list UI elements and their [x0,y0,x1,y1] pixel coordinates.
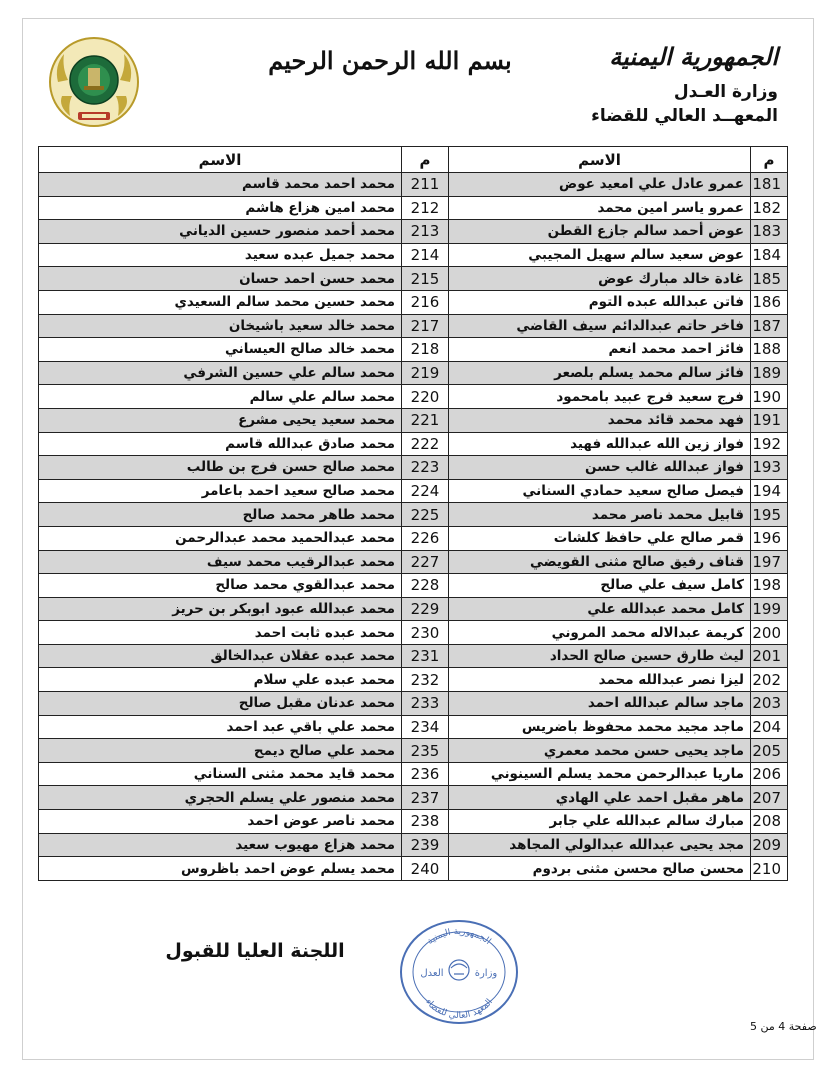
row-number-left: 240 [402,857,449,881]
row-number-right: 193 [751,456,788,480]
row-name-right: كريمة عبدالاله محمد المروني [449,621,751,645]
row-number-right: 199 [751,597,788,621]
table-row [39,408,788,432]
row-number-right: 185 [751,267,788,291]
row-number-right: 205 [751,739,788,763]
row-name-right: كامل سيف علي صالح [449,574,751,598]
row-name-right: محسن صالح محسن مثنى بردوم [449,857,751,881]
stamp-eagle-icon [449,960,469,980]
table-row [39,526,788,550]
stamp-left-text: العدل [420,968,444,979]
row-name-left: محمد حسن احمد حسان [39,267,402,291]
row-number-right: 208 [751,810,788,834]
basmala-heading: بسم الله الرحمن الرحيم [268,46,512,75]
row-name-right: قابيل محمد ناصر محمد [449,503,751,527]
republic-title: الجمهورية اليمنية [609,42,778,71]
row-number-right: 203 [751,692,788,716]
row-number-left: 224 [402,479,449,503]
table-row [39,550,788,574]
row-name-right: فاخر حاتم عبدالدائم سيف القاضي [449,314,751,338]
row-name-left: محمد صالح حسن فرج بن طالب [39,456,402,480]
row-number-left: 215 [402,267,449,291]
table-row [39,220,788,244]
row-name-right: ماريا عبدالرحمن محمد يسلم السينوني [449,762,751,786]
table-row [39,857,788,881]
row-number-left: 229 [402,597,449,621]
table-row [39,762,788,786]
row-name-left: محمد عبده علي سلام [39,668,402,692]
row-name-left: محمد خالد صالح العيساني [39,338,402,362]
table-row [39,338,788,362]
row-name-left: محمد احمد محمد قاسم [39,173,402,197]
row-name-right: ماجد سالم عبدالله احمد [449,692,751,716]
row-name-right: مبارك سالم عبدالله علي جابر [449,810,751,834]
institute-title: المعهــد العالي للقضاء [591,106,778,126]
table-row [39,810,788,834]
table-row [39,786,788,810]
row-name-left: محمد جميل عبده سعيد [39,243,402,267]
table-row [39,503,788,527]
row-number-left: 237 [402,786,449,810]
row-number-right: 191 [751,408,788,432]
row-name-right: عمرو عادل علي امعيد عوض [449,173,751,197]
col-num-header-right: م [751,147,788,173]
row-name-right: مجد يحيى عبدالله عبدالولي المجاهد [449,833,751,857]
row-name-left: محمد علي صالح ديمح [39,739,402,763]
table-row [39,173,788,197]
row-name-left: محمد هزاع مهيوب سعيد [39,833,402,857]
row-number-right: 206 [751,762,788,786]
row-name-left: محمد صادق عبدالله قاسم [39,432,402,456]
row-name-left: محمد حسين محمد سالم السعيدي [39,290,402,314]
table-row [39,479,788,503]
row-name-right: فيصل صالح سعيد حمادي السناني [449,479,751,503]
row-name-right: فاتن عبدالله عبده التوم [449,290,751,314]
row-number-right: 181 [751,173,788,197]
table-row [39,739,788,763]
row-number-left: 220 [402,385,449,409]
table-row [39,290,788,314]
stamp-right-text: وزارة [474,968,498,979]
col-name-header-right: الاسم [449,147,751,173]
row-number-left: 221 [402,408,449,432]
row-name-left: محمد يسلم عوض احمد باظروس [39,857,402,881]
row-number-right: 198 [751,574,788,598]
row-number-left: 222 [402,432,449,456]
table-row [39,668,788,692]
row-number-left: 216 [402,290,449,314]
row-name-right: قناف رفيق صالح مثنى القويضي [449,550,751,574]
row-name-right: ماجد يحيى حسن محمد معمري [449,739,751,763]
row-name-left: محمد عبده ثابت احمد [39,621,402,645]
row-number-left: 226 [402,526,449,550]
row-number-left: 214 [402,243,449,267]
row-number-left: 213 [402,220,449,244]
row-name-left: محمد عبده عقلان عبدالخالق [39,644,402,668]
row-number-right: 186 [751,290,788,314]
row-number-right: 184 [751,243,788,267]
row-number-right: 207 [751,786,788,810]
row-number-right: 188 [751,338,788,362]
row-name-left: محمد قايد محمد مثنى السناني [39,762,402,786]
row-name-left: محمد أحمد منصور حسين الدياني [39,220,402,244]
table-row [39,243,788,267]
row-name-right: فواز زين الله عبدالله فهيد [449,432,751,456]
row-number-left: 238 [402,810,449,834]
row-number-left: 239 [402,833,449,857]
row-number-right: 187 [751,314,788,338]
row-name-right: فواز عبدالله غالب حسن [449,456,751,480]
row-name-left: محمد سالم علي سالم [39,385,402,409]
table-row [39,314,788,338]
row-name-left: محمد طاهر محمد صالح [39,503,402,527]
row-number-left: 223 [402,456,449,480]
row-name-right: عوض أحمد سالم جازع القطن [449,220,751,244]
issuer-block [591,42,778,128]
row-number-right: 201 [751,644,788,668]
row-name-left: محمد صالح سعيد احمد باعامر [39,479,402,503]
names-table [38,146,788,881]
row-number-left: 227 [402,550,449,574]
institute-emblem-logo [48,36,140,128]
row-number-right: 195 [751,503,788,527]
row-number-left: 231 [402,644,449,668]
row-number-left: 235 [402,739,449,763]
row-number-right: 204 [751,715,788,739]
table-row [39,597,788,621]
row-number-left: 211 [402,173,449,197]
row-number-left: 228 [402,574,449,598]
row-name-right: فرج سعيد فرج عبيد بامحمود [449,385,751,409]
table-row [39,385,788,409]
row-name-right: فائز سالم محمد يسلم بلصعر [449,361,751,385]
row-name-right: قمر صالح علي حافظ كلشات [449,526,751,550]
table-row [39,644,788,668]
official-stamp [398,918,520,1026]
row-number-left: 219 [402,361,449,385]
row-number-left: 212 [402,196,449,220]
row-name-right: فائز احمد محمد انعم [449,338,751,362]
table-row [39,267,788,291]
table-row [39,456,788,480]
table-row [39,715,788,739]
row-number-right: 183 [751,220,788,244]
row-number-right: 189 [751,361,788,385]
row-name-right: ليزا نصر عبدالله محمد [449,668,751,692]
stamp-top-text: الجمهورية اليمنية [425,926,493,947]
row-number-left: 217 [402,314,449,338]
row-name-right: عمرو ياسر امين محمد [449,196,751,220]
row-number-left: 234 [402,715,449,739]
row-number-left: 232 [402,668,449,692]
row-number-right: 210 [751,857,788,881]
row-number-right: 202 [751,668,788,692]
row-number-right: 196 [751,526,788,550]
row-name-right: كامل محمد عبدالله علي [449,597,751,621]
row-name-right: عوض سعيد سالم سهيل المجيبي [449,243,751,267]
row-name-right: ماجد مجيد محمد محفوظ باضريس [449,715,751,739]
row-number-left: 225 [402,503,449,527]
row-number-right: 209 [751,833,788,857]
row-number-right: 190 [751,385,788,409]
row-name-right: فهد محمد قائد محمد [449,408,751,432]
table-row [39,432,788,456]
row-name-left: محمد ناصر عوض احمد [39,810,402,834]
row-name-left: محمد خالد سعيد باشيخان [39,314,402,338]
table-header-row [39,147,788,173]
row-number-left: 236 [402,762,449,786]
row-name-left: محمد عبدالحميد محمد عبدالرحمن [39,526,402,550]
table-body [39,173,788,881]
row-name-left: محمد عبدالرقيب محمد سيف [39,550,402,574]
table-row [39,196,788,220]
row-name-left: محمد منصور علي يسلم الحجري [39,786,402,810]
row-number-right: 192 [751,432,788,456]
row-number-right: 182 [751,196,788,220]
table-row [39,361,788,385]
row-name-left: محمد سالم علي حسين الشرفي [39,361,402,385]
row-name-left: محمد عدنان مقبل صالح [39,692,402,716]
row-number-right: 194 [751,479,788,503]
row-name-right: ماهر مقبل احمد علي الهادي [449,786,751,810]
row-number-left: 218 [402,338,449,362]
row-name-left: محمد سعيد يحيى مشرع [39,408,402,432]
row-name-left: محمد امين هزاع هاشم [39,196,402,220]
table-row [39,692,788,716]
table-row [39,621,788,645]
table-row [39,833,788,857]
col-num-header-left: م [402,147,449,173]
row-number-left: 230 [402,621,449,645]
row-name-left: محمد علي باقي عبد احمد [39,715,402,739]
ministry-title: وزارة العـدل [673,82,778,102]
row-number-right: 197 [751,550,788,574]
row-name-left: محمد عبدالله عبود ابوبكر بن حريز [39,597,402,621]
page-number: صفحة 4 من 5 [750,1020,817,1033]
committee-signature: اللجنة العليا للقبول [165,940,345,962]
table-row [39,574,788,598]
row-name-right: غادة خالد مبارك عوض [449,267,751,291]
row-number-right: 200 [751,621,788,645]
row-number-left: 233 [402,692,449,716]
stamp-bottom-text: المعهد العالي للقضاء [423,997,495,1022]
col-name-header-left: الاسم [39,147,402,173]
row-name-right: ليث طارق حسين صالح الحداد [449,644,751,668]
row-name-left: محمد عبدالقوي محمد صالح [39,574,402,598]
